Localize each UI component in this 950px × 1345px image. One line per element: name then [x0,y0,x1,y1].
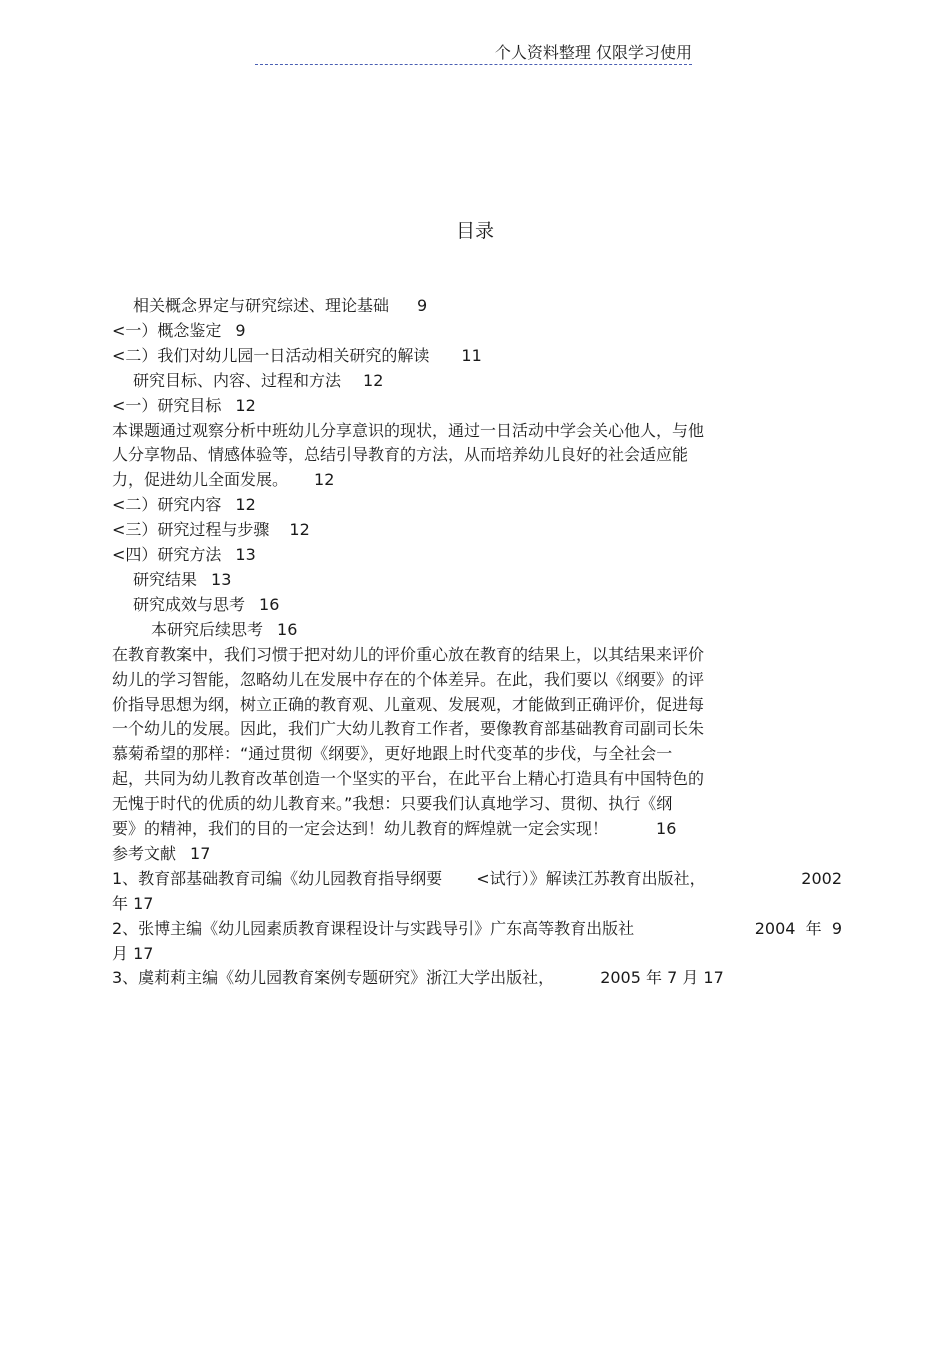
toc-entry-references[interactable] [112,842,842,867]
toc-entry-text: 研究结果 [133,569,198,589]
toc-page-number: 16 [259,594,280,614]
toc-entry[interactable] [112,294,842,319]
paragraph-line: 慕菊希望的那样：“通过贯彻《纲要》，更好地跟上时代变革的步伐，与全社会一 [112,744,673,764]
toc-entry[interactable] [112,493,842,518]
paragraph-line: 价指导思想为纲，树立正确的教育观、儿童观、发展观，才能做到正确评价，促进每 [112,694,705,714]
paragraph-line: 起，共同为幼儿教育改革创造一个坚实的平台，在此平台上精心打造具有中国特色的 [112,769,705,789]
toc-entry[interactable] [112,394,842,419]
paragraph-line: 本课题通过观察分析中班幼儿分享意识的现状，通过一日活动中学会关心他人，与他 [112,420,705,440]
paragraph-line: 力，促进幼儿全面发展。 12 [112,468,777,493]
paragraph-line: 幼儿的学习智能，忽略幼儿在发展中存在的个体差异。在此，我们要以《纲要》的评 [112,669,705,689]
toc-entry[interactable] [112,518,842,543]
paragraph-line: 无愧于时代的优质的幼儿教育来。”我想：只要我们认真地学习、贯彻、执行《纲 [112,794,673,814]
paragraph-line: 要》的精神，我们的目的一定会达到！幼儿教育的辉煌就一定会实现！ 16 [112,817,777,842]
toc-page-number: 12 [314,470,335,490]
toc-entry[interactable] [112,593,842,618]
toc-page-number: 12 [363,370,384,390]
header-rule [255,64,692,65]
toc-entry[interactable] [112,543,842,568]
reference-item [112,867,842,917]
toc-page-number: 11 [461,345,482,365]
toc-entry-text: <三）研究过程与步骤 [112,520,270,540]
reference-year: 2002 [801,868,842,888]
toc-entry-text: <二）研究内容 [112,495,222,515]
toc-page-number: 13 [235,545,256,565]
toc-entry-text: 研究成效与思考 [133,594,246,614]
toc-page-number: 13 [211,569,232,589]
toc-page-number: 12 [289,520,310,540]
page-title: 目录 [455,220,494,242]
toc-entry[interactable] [112,618,842,643]
reference-year: 2005 年 7 月 17 [600,968,724,988]
paragraph-line: 人分享物品、情感体验等，总结引导教育的方法，从而培养幼儿良好的社会适应能 [112,445,689,465]
toc-entry-paragraph[interactable] [112,643,777,842]
paragraph-line: 一个幼儿的发展。因此，我们广大幼儿教育工作者，要像教育部基础教育司副司长朱 [112,719,705,739]
reference-text: 3、虞莉莉主编《幼儿园教育案例专题研究》浙江大学出版社， [112,968,555,988]
reference-text: <试行）》解读江苏教育出版社， [476,868,706,888]
toc-page-number: 17 [190,843,211,863]
toc-entry-paragraph[interactable] [112,419,777,494]
reference-continuation: 年 17 [112,893,154,913]
toc-entry[interactable] [112,319,842,344]
toc-page-number: 9 [417,296,428,315]
toc-entry-text: <四）研究方法 [112,545,222,565]
toc-entry-text: <一）概念鉴定 [112,320,222,340]
reference-item [112,917,842,967]
reference-text: 2、张博主编《幼儿园素质教育课程设计与实践导引》广东高等教育出版社 [112,918,635,938]
table-of-contents [112,294,842,991]
toc-entry-text: 研究目标、内容、过程和方法 [133,370,342,390]
toc-page-number: 12 [235,495,256,515]
toc-entry[interactable] [112,568,842,593]
toc-entry[interactable] [112,369,842,394]
toc-entry-text: 本研究后续思考 [151,619,264,639]
page-header: 个人资料整理 仅限学习使用 [494,43,692,62]
reference-year: 2004 年 9 [754,918,842,938]
toc-entry-text: <二）我们对幼儿园一日活动相关研究的解读 [112,345,430,365]
toc-page-number: 9 [235,320,246,340]
toc-entry[interactable] [112,344,842,369]
toc-page-number: 12 [235,395,256,415]
toc-entry-text: 参考文献 [112,843,177,863]
toc-entry-text: 相关概念界定与研究综述、理论基础 [133,296,390,315]
toc-page-number: 16 [656,819,677,839]
toc-page-number: 16 [277,619,298,639]
reference-text: 1、教育部基础教育司编《幼儿园教育指导纲要 [112,868,443,888]
reference-continuation: 月 17 [112,943,154,963]
toc-entry-text: <一）研究目标 [112,395,222,415]
reference-item [112,966,842,991]
paragraph-line: 在教育教案中，我们习惯于把对幼儿的评价重心放在教育的结果上，以其结果来评价 [112,644,705,664]
